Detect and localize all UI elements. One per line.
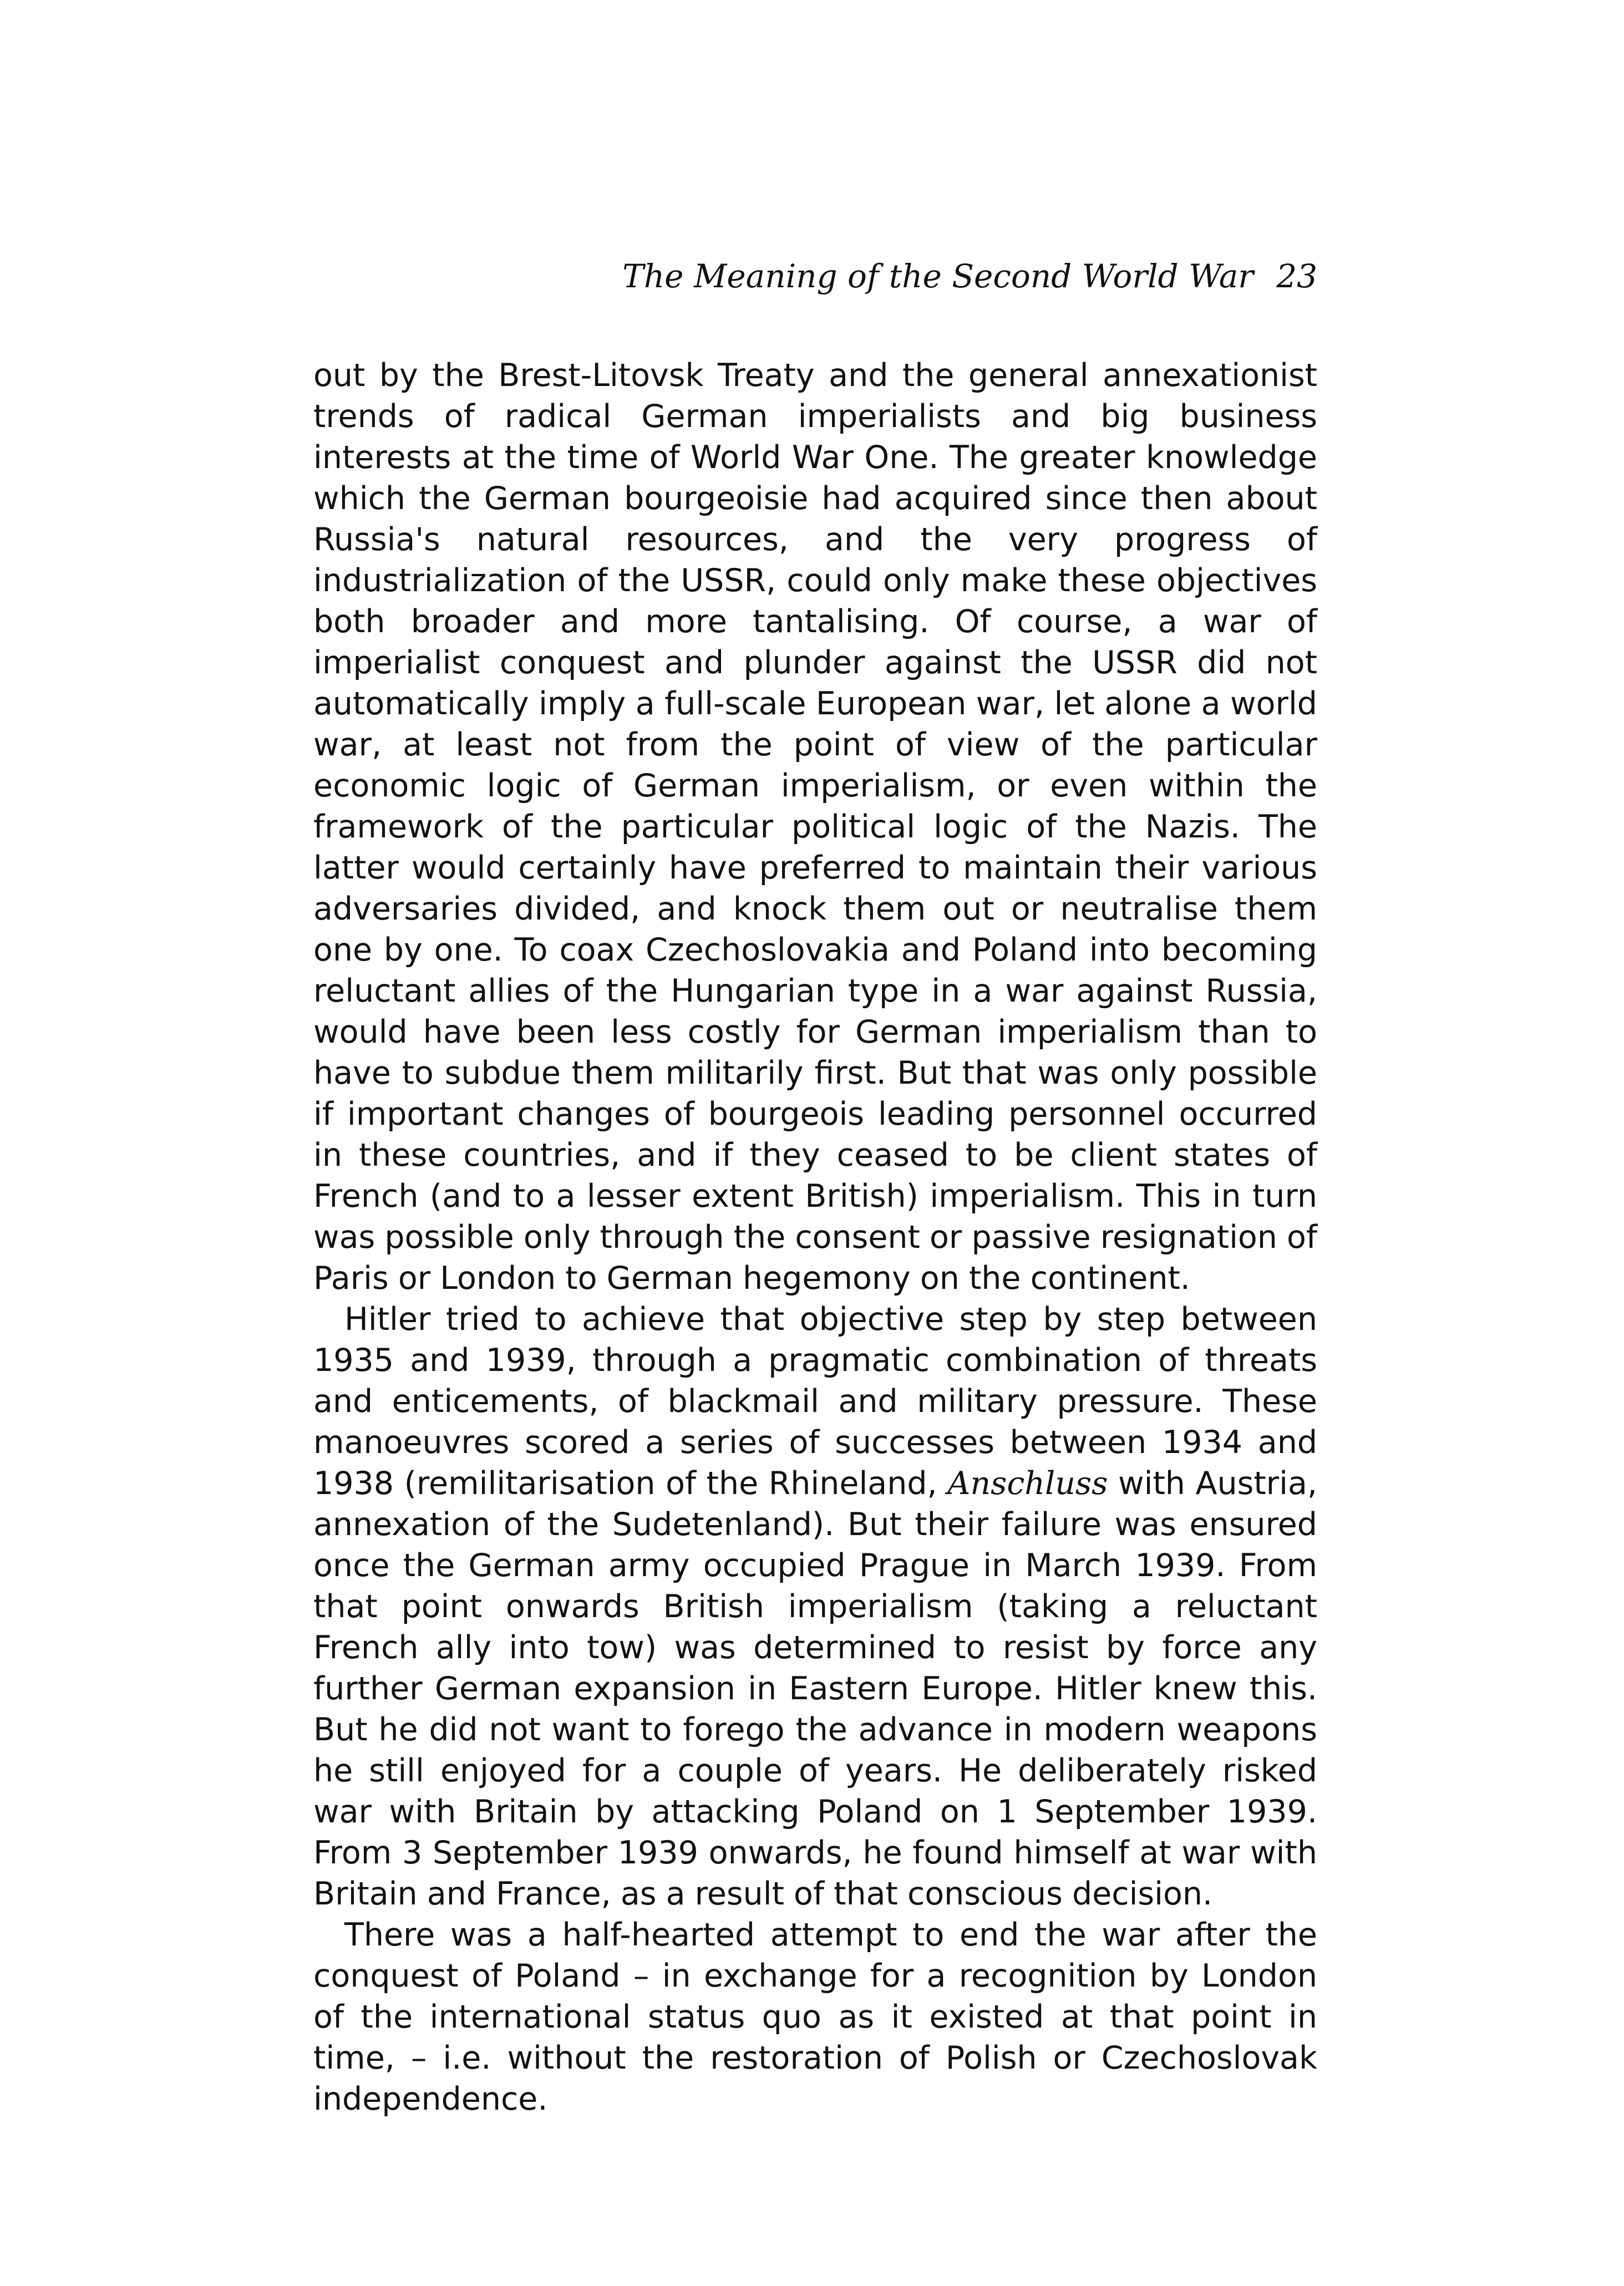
paragraph-2-part-2: with Austria, annexation of the Sudetenland). But their failure was ensured once the German army occupied Prague in March 1939. From that point onwards British imperialism (taking a reluctant French ally into tow) was determined to resist by force any further German expansion in Eastern Europe. Hitler knew this. But he did not want to forego the advance in modern weapons he still enjoyed for a couple of years. He deliberately risked war with Britain by attacking Poland on 1 September 1939. From 3 September 1939 onwards, he found himself at war with Britain and France, as a result of that conscious decision. [313, 1465, 1317, 1912]
paragraph-3: There was a half-hearted attempt to end the war after the conquest of Poland – in exchange for a recognition by London of the international status quo as it existed at that point in time, – i.e. without the restoration of Polish or Czechoslovak independence. [313, 1917, 1317, 2117]
paragraph-1: out by the Brest-Litovsk Treaty and the general annexationist trends of radical German imperialists and big business interests at the time of World War One. The greater knowledge which the German bourgeoisie had acquired since then about Russia's natural resources, and the very progress of industrialization of the USSR, could only make these objectives both broader and more tantalising. Of course, a war of imperialist conquest and plunder against the USSR did not automatically imply a full-scale European war, let alone a world war, at least not from the point of view of the particular economic logic of German imperialism, or even within the framework of the particular political logic of the Nazis. The latter would certainly have preferred to maintain their various adversaries divided, and knock them out or neutralise them one by one. To coax Czechoslovakia and Poland into becoming reluctant allies of the Hungarian type in a war against Russia, would have been less costly for German imperialism than to have to subdue them militarily first. But that was only possible if important changes of bourgeois leading personnel occurred in these countries, and if they ceased to be client states of French (and to a lesser extent British) imperialism. This in turn was possible only through the consent or passive resignation of Paris or London to German hegemony on the continent. [313, 357, 1317, 1297]
paragraph-2 [313, 1299, 1317, 1914]
paragraph-2-part-1: Hitler tried to achieve that objective step by step between 1935 and 1939, through a pragmatic combination of threats and enticements, of blackmail and military pressure. These manoeuvres scored a series of successes between 1934 and 1938 (remilitarisation of the Rhineland, [313, 1301, 1317, 1502]
page-number: 23 [1276, 257, 1317, 295]
anschluss-emphasis: Anschluss [947, 1465, 1108, 1502]
running-header [313, 248, 1317, 304]
running-title: The Meaning of the Second World War [622, 257, 1253, 295]
body-text [313, 355, 1317, 2120]
